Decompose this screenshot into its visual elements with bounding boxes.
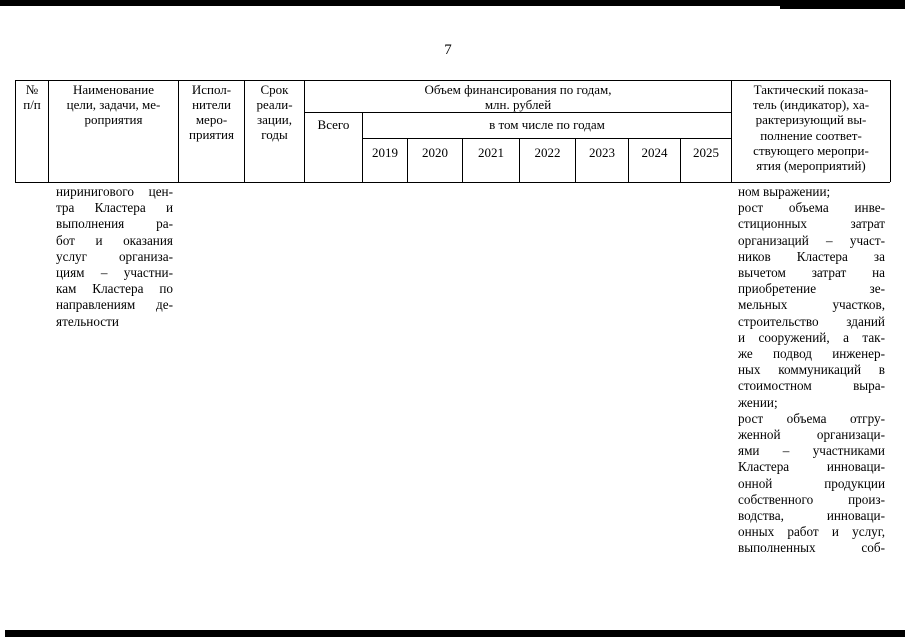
header-year-2021: 2021 — [478, 145, 504, 160]
header-name: Наименование цели, задачи, ме- роприятия — [66, 82, 161, 127]
header-year-2019: 2019 — [372, 145, 398, 160]
bottom-border-bar — [5, 630, 905, 637]
header-number: № п/п — [23, 82, 41, 112]
header-indicator: Тактический показа- тель (индикатор), ха- рактеризующий вы- полнение соответ- ствующего меропри- ятия (мероприятий) — [752, 82, 870, 174]
page-number: 7 — [444, 42, 452, 58]
header-total: Всего — [317, 117, 350, 132]
header-executors: Испол- нители меро- приятия — [188, 82, 234, 142]
indicator-text: ном выражении; рост объема инве- стиционных затрат организаций – участ- ников Кластера за вычетом затрат на приобретение зе- мельных участков, строительство зданий и сооружений, а так- же подвод инженер- ных коммуникаций в стоимостном выра- жении; рост объема отгру- женной организаци- ями – участниками Кластера инноваци- онной продукции собственного произ- водства, инноваци- онных работ и услуг, выполненных соб- — [738, 184, 885, 556]
header-funding: Объем финансирования по годам, млн. рублей — [424, 82, 612, 112]
header-year-2020: 2020 — [422, 145, 448, 160]
header-term: Срок реали- зации, годы — [256, 82, 293, 142]
event-name-text: ниринигового цен- тра Кластера и выполнения ра- бот и оказания услуг организа- циям – участни- кам Кластера по направлениям де- ятельности — [56, 184, 173, 329]
header-year-2022: 2022 — [534, 145, 561, 160]
top-border-bar-thick — [780, 0, 905, 9]
header-year-2024: 2024 — [641, 145, 668, 160]
top-border-bar — [0, 0, 905, 6]
header-year-2025: 2025 — [693, 145, 719, 160]
header-by-years: в том числе по годам — [489, 117, 605, 132]
header-year-2023: 2023 — [589, 145, 615, 160]
